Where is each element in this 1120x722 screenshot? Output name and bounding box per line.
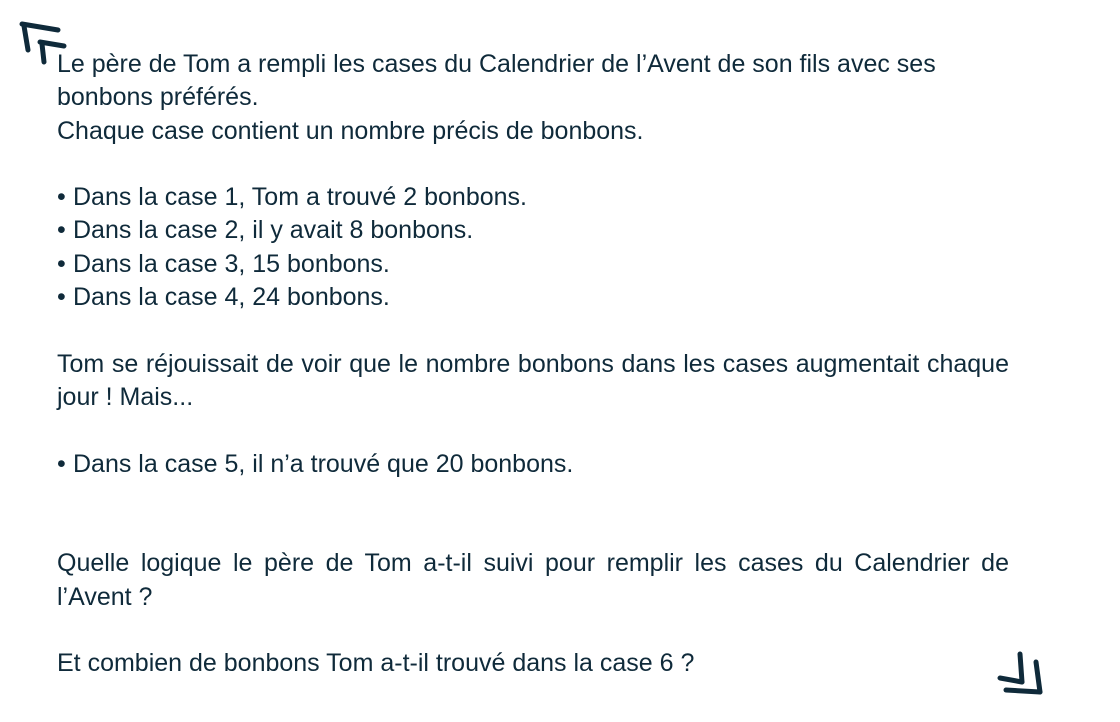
cases-list <box>57 181 1009 314</box>
bullet-icon: • <box>57 216 66 245</box>
intro-paragraph: Le père de Tom a rempli les cases du Calendrier de l’Avent de son fils avec ses bonbons préférés. <box>57 50 936 112</box>
list-item <box>57 181 1009 214</box>
question-case6: Et combien de bonbons Tom a-t-il trouvé dans la case 6 ? <box>57 649 695 678</box>
case-text: Dans la case 4, 24 bonbons. <box>73 283 390 312</box>
case-text: Dans la case 2, il y avait 8 bonbons. <box>73 216 474 245</box>
bullet-icon: • <box>57 283 66 312</box>
spacer <box>57 481 1009 548</box>
spacer <box>57 148 1009 181</box>
case5-text: Dans la case 5, il n’a trouvé que 20 bonbons. <box>73 449 574 478</box>
list-item <box>57 448 1009 481</box>
bullet-icon: • <box>57 183 66 212</box>
intro-detail: Chaque case contient un nombre précis de bonbons. <box>57 116 644 145</box>
spacer <box>57 414 1009 447</box>
list-item <box>57 214 1009 247</box>
spacer <box>57 314 1009 347</box>
list-item <box>57 248 1009 281</box>
case-text: Dans la case 3, 15 bonbons. <box>73 249 390 278</box>
corner-bracket-bottom-right-icon <box>990 648 1048 698</box>
spacer <box>57 614 1009 647</box>
document-body <box>57 48 1009 681</box>
question-logic: Quelle logique le père de Tom a-t-il suivi pour remplir les cases du Calendrier de l’Avent ? <box>57 549 1009 611</box>
case5-list <box>57 448 1009 481</box>
list-item <box>57 281 1009 314</box>
bullet-icon: • <box>57 449 66 478</box>
case-text: Dans la case 1, Tom a trouvé 2 bonbons. <box>73 183 527 212</box>
bullet-icon: • <box>57 249 66 278</box>
transition-paragraph: Tom se réjouissait de voir que le nombre bonbons dans les cases augmentait chaque jour ! Mais... <box>57 349 1009 411</box>
